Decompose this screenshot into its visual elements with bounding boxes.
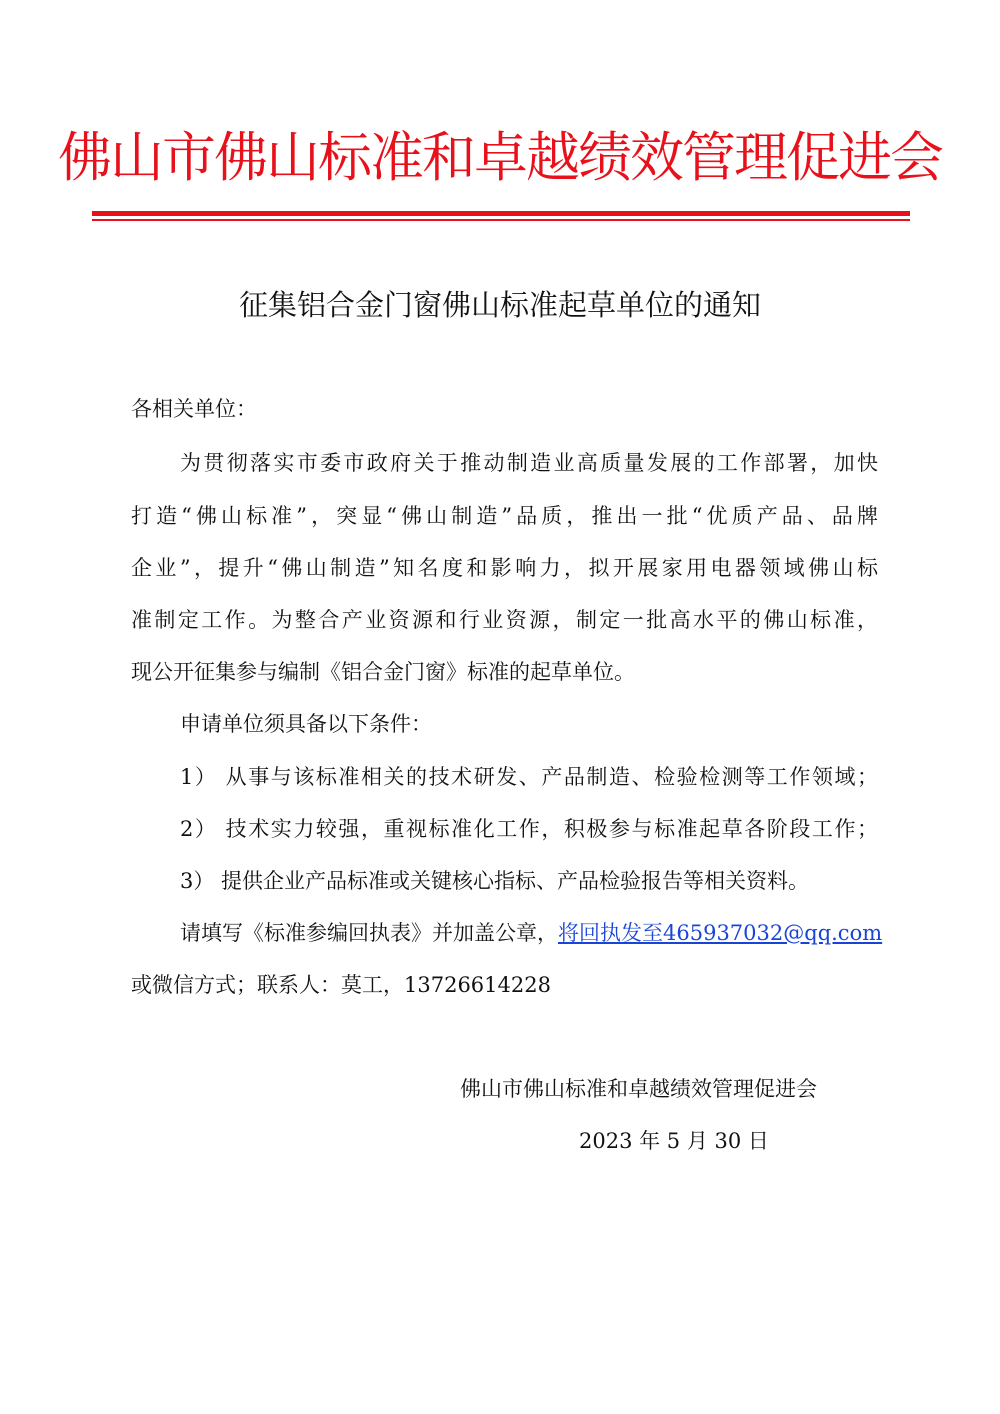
requirement-item-3: 3） 提供企业产品标准或关键核心指标、产品检验报告等相关资料。 [180, 869, 810, 893]
intro-line-4: 准制定工作。为整合产业资源和行业资源，制定一批高水平的佛山标准， [131, 608, 878, 632]
intro-line-3: 企业”，提升“佛山制造”知名度和影响力，拟开展家用电器领域佛山标 [131, 556, 878, 580]
intro-line-1: 为贯彻落实市委市政府关于推动制造业高质量发展的工作部署，加快 [180, 451, 878, 475]
signature-date: 2023 年 5 月 30 日 [579, 1129, 769, 1153]
intro-line-5: 现公开征集参与编制《铝合金门窗》标准的起草单位。 [131, 660, 635, 684]
requirement-item-2: 2） 技术实力较强，重视标准化工作，积极参与标准起草各阶段工作； [180, 817, 878, 841]
submission-email-link[interactable]: 将回执发至465937032@qq.com [558, 921, 883, 945]
submission-text: 请填写《标准参编回执表》并加盖公章， [180, 921, 558, 945]
signature-organization: 佛山市佛山标准和卓越绩效管理促进会 [460, 1077, 817, 1101]
letterhead-divider-thin [92, 219, 910, 221]
submission-line [180, 918, 882, 948]
letterhead-organization: 佛山市佛山标准和卓越绩效管理促进会 [58, 126, 942, 189]
letterhead-divider-thick [92, 211, 910, 216]
salutation: 各相关单位： [131, 397, 257, 421]
requirement-item-1: 1） 从事与该标准相关的技术研发、产品制造、检验检测等工作领域； [180, 765, 878, 789]
requirements-heading: 申请单位须具备以下条件： [180, 712, 432, 736]
contact-line: 或微信方式；联系人：莫工，13726614228 [131, 973, 551, 997]
intro-line-2: 打造“佛山标准”，突显“佛山制造”品质，推出一批“优质产品、品牌 [131, 504, 878, 528]
notice-title: 征集铝合金门窗佛山标准起草单位的通知 [238, 288, 761, 322]
